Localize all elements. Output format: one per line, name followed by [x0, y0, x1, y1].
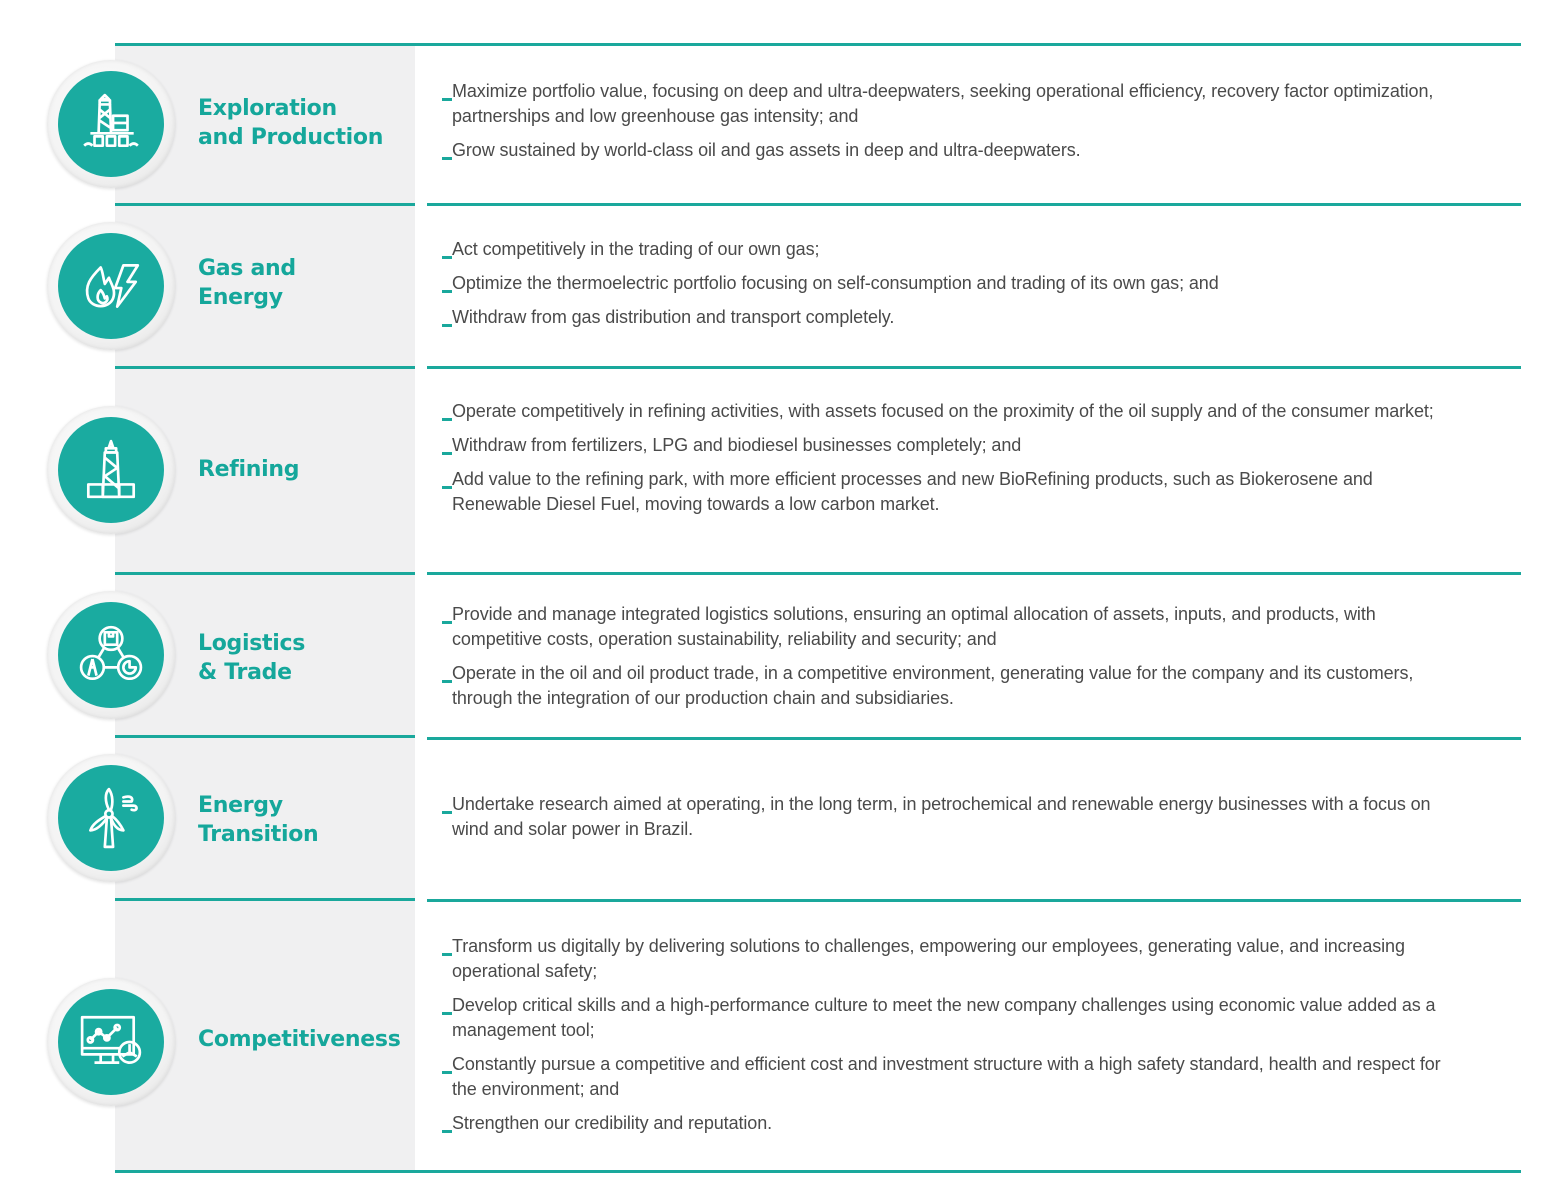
- bullet-dash: [442, 486, 452, 489]
- bullet-dash: [442, 1130, 452, 1133]
- row-items: [441, 934, 1451, 1145]
- bullet-dash: [442, 452, 452, 455]
- bullet-dash: [442, 290, 452, 293]
- bottom-divider: [115, 1170, 1521, 1173]
- row-refining: [0, 369, 1559, 573]
- list-item: Withdraw from fertilizers, LPG and biodiesel businesses completely; and: [441, 433, 1451, 458]
- list-item: Withdraw from gas distribution and transport completely.: [441, 305, 1451, 330]
- row-items: [441, 237, 1451, 339]
- list-item: Optimize the thermoelectric portfolio focusing on self-consumption and trading of its own gas; and: [441, 271, 1451, 296]
- list-item: Grow sustained by world-class oil and gas assets in deep and ultra-deepwaters.: [441, 138, 1451, 163]
- refinery-tower-icon: [78, 437, 144, 503]
- list-item: Undertake research aimed at operating, in the long term, in petrochemical and renewable energy businesses with a focus on wind and solar power in Brazil.: [441, 792, 1451, 842]
- row-title: Refining: [198, 457, 300, 482]
- row-exploration-production: [0, 46, 1559, 204]
- icon-badge: [47, 591, 175, 719]
- row-title: Gas and Energy: [198, 256, 296, 310]
- bullet-dash: [442, 256, 452, 259]
- icon-badge: [47, 406, 175, 534]
- bullet-dash: [442, 680, 452, 683]
- row-items: [441, 792, 1451, 851]
- list-item: Maximize portfolio value, focusing on deep and ultra-deepwaters, seeking operational efficiency, recovery factor optimization, partnerships and low greenhouse gas intensity; and: [441, 79, 1451, 129]
- bullet-dash: [442, 1071, 452, 1074]
- monitor-chart-icon: [78, 1009, 144, 1075]
- bullet-dash: [442, 811, 452, 814]
- list-item: Provide and manage integrated logistics solutions, ensuring an optimal allocation of assets, inputs, and products, with competitive costs, operation sustainability, reliability and security; and: [441, 602, 1451, 652]
- icon-badge: [47, 222, 175, 350]
- offshore-platform-icon: [78, 91, 144, 157]
- row-title: Energy Transition: [198, 793, 319, 847]
- flame-lightning-icon: [78, 253, 144, 319]
- row-title: Competitiveness: [198, 1027, 401, 1052]
- list-item: Develop critical skills and a high-performance culture to meet the new company challenges using economic value added as a management tool;: [441, 993, 1451, 1043]
- icon-badge: [47, 60, 175, 188]
- bullet-dash: [442, 157, 452, 160]
- wind-turbine-icon: [78, 785, 144, 851]
- icon-badge: [47, 978, 175, 1106]
- row-items: [441, 79, 1451, 172]
- row-items: [441, 602, 1451, 720]
- list-item: Constantly pursue a competitive and efficient cost and investment structure with a high safety standard, health and respect for the environment; and: [441, 1052, 1451, 1102]
- bullet-dash: [442, 98, 452, 101]
- bullet-dash: [442, 953, 452, 956]
- row-gas-energy: [0, 206, 1559, 367]
- row-energy-transition: [0, 738, 1559, 899]
- row-logistics-trade: [0, 575, 1559, 736]
- list-item: Transform us digitally by delivering solutions to challenges, empowering our employees, generating value, and increasing operational safety;: [441, 934, 1451, 984]
- row-items: [441, 399, 1451, 526]
- row-title: Exploration and Production: [198, 96, 384, 150]
- bullet-dash: [442, 324, 452, 327]
- list-item: Add value to the refining park, with more efficient processes and new BioRefining products, such as Biokerosene and Renewable Diesel Fuel, moving towards a low carbon market.: [441, 467, 1451, 517]
- icon-badge: [47, 754, 175, 882]
- list-item: Operate in the oil and oil product trade, in a competitive environment, generating value for the company and its customers, through the integration of our production chain and subsidiaries.: [441, 661, 1451, 711]
- row-competitiveness: [0, 901, 1559, 1170]
- bullet-dash: [442, 1012, 452, 1015]
- list-item: Act competitively in the trading of our own gas;: [441, 237, 1451, 262]
- logistics-network-icon: [78, 622, 144, 688]
- bullet-dash: [442, 621, 452, 624]
- list-item: Operate competitively in refining activities, with assets focused on the proximity of the oil supply and of the consumer market;: [441, 399, 1451, 424]
- list-item: Strengthen our credibility and reputation.: [441, 1111, 1451, 1136]
- bullet-dash: [442, 418, 452, 421]
- row-title: Logistics & Trade: [198, 631, 306, 685]
